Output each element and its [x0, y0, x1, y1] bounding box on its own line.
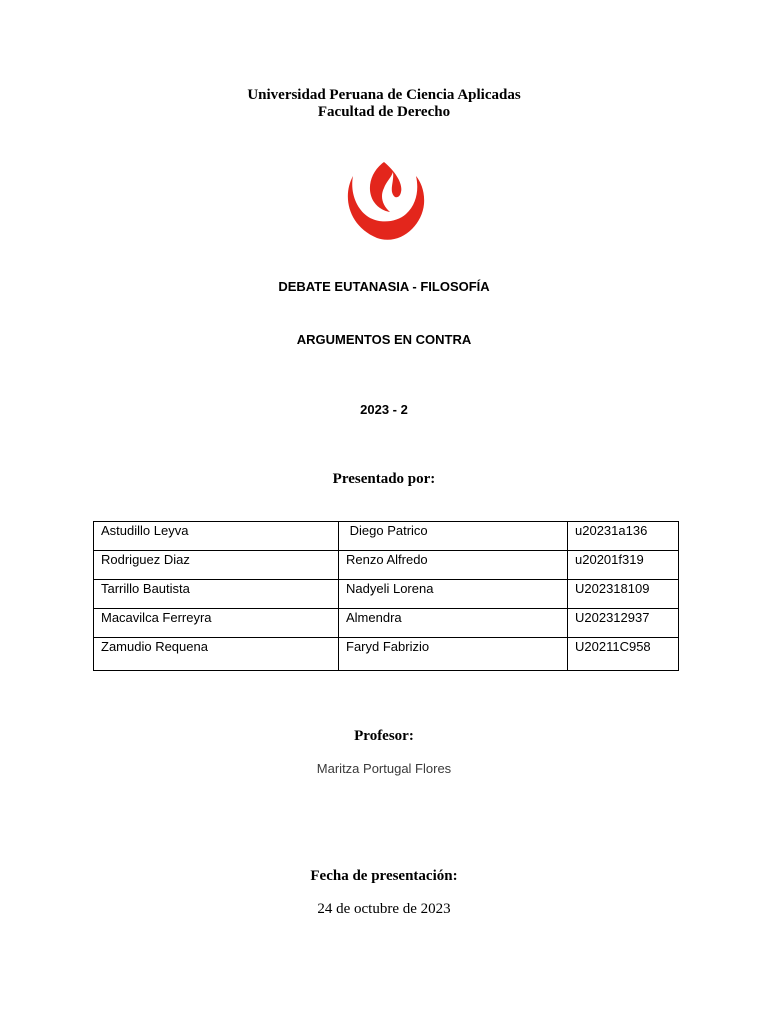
student-code: u20201f319: [568, 551, 679, 580]
document-subtitle: ARGUMENTOS EN CONTRA: [296, 332, 472, 347]
student-surname: Rodriguez Diaz: [94, 551, 339, 580]
student-surname: Macavilca Ferreyra: [94, 609, 339, 638]
academic-period: 2023 - 2: [360, 402, 408, 417]
professor-name: Maritza Portugal Flores: [316, 761, 452, 776]
presentation-date-label: Fecha de presentación:: [310, 868, 458, 884]
student-code: U202312937: [568, 609, 679, 638]
student-surname: Tarrillo Bautista: [94, 580, 339, 609]
student-given-name: Nadyeli Lorena: [339, 580, 568, 609]
student-surname: Astudillo Leyva: [94, 522, 339, 551]
table-row: [94, 609, 679, 638]
student-surname: Zamudio Requena: [94, 638, 339, 671]
student-code: u20231a136: [568, 522, 679, 551]
student-code: U202318109: [568, 580, 679, 609]
student-given-name: Renzo Alfredo: [339, 551, 568, 580]
presentation-date: 24 de octubre de 2023: [317, 901, 451, 917]
faculty-name: Facultad de Derecho: [317, 104, 451, 120]
upc-logo-icon: [344, 162, 426, 240]
presented-by-label: Presentado por:: [332, 471, 436, 487]
university-name: Universidad Peruana de Ciencia Aplicadas: [247, 87, 521, 103]
student-given-name: Diego Patrico: [339, 522, 568, 551]
table-row: [94, 522, 679, 551]
student-code: U20211C958: [568, 638, 679, 671]
students-table: [93, 521, 679, 671]
table-row: [94, 580, 679, 609]
logo-flame: [370, 162, 401, 212]
student-given-name: Almendra: [339, 609, 568, 638]
student-given-name: Faryd Fabrizio: [339, 638, 568, 671]
table-row: [94, 638, 679, 671]
document-title: DEBATE EUTANASIA - FILOSOFÍA: [278, 279, 490, 294]
professor-label: Profesor:: [354, 728, 414, 744]
table-row: [94, 551, 679, 580]
